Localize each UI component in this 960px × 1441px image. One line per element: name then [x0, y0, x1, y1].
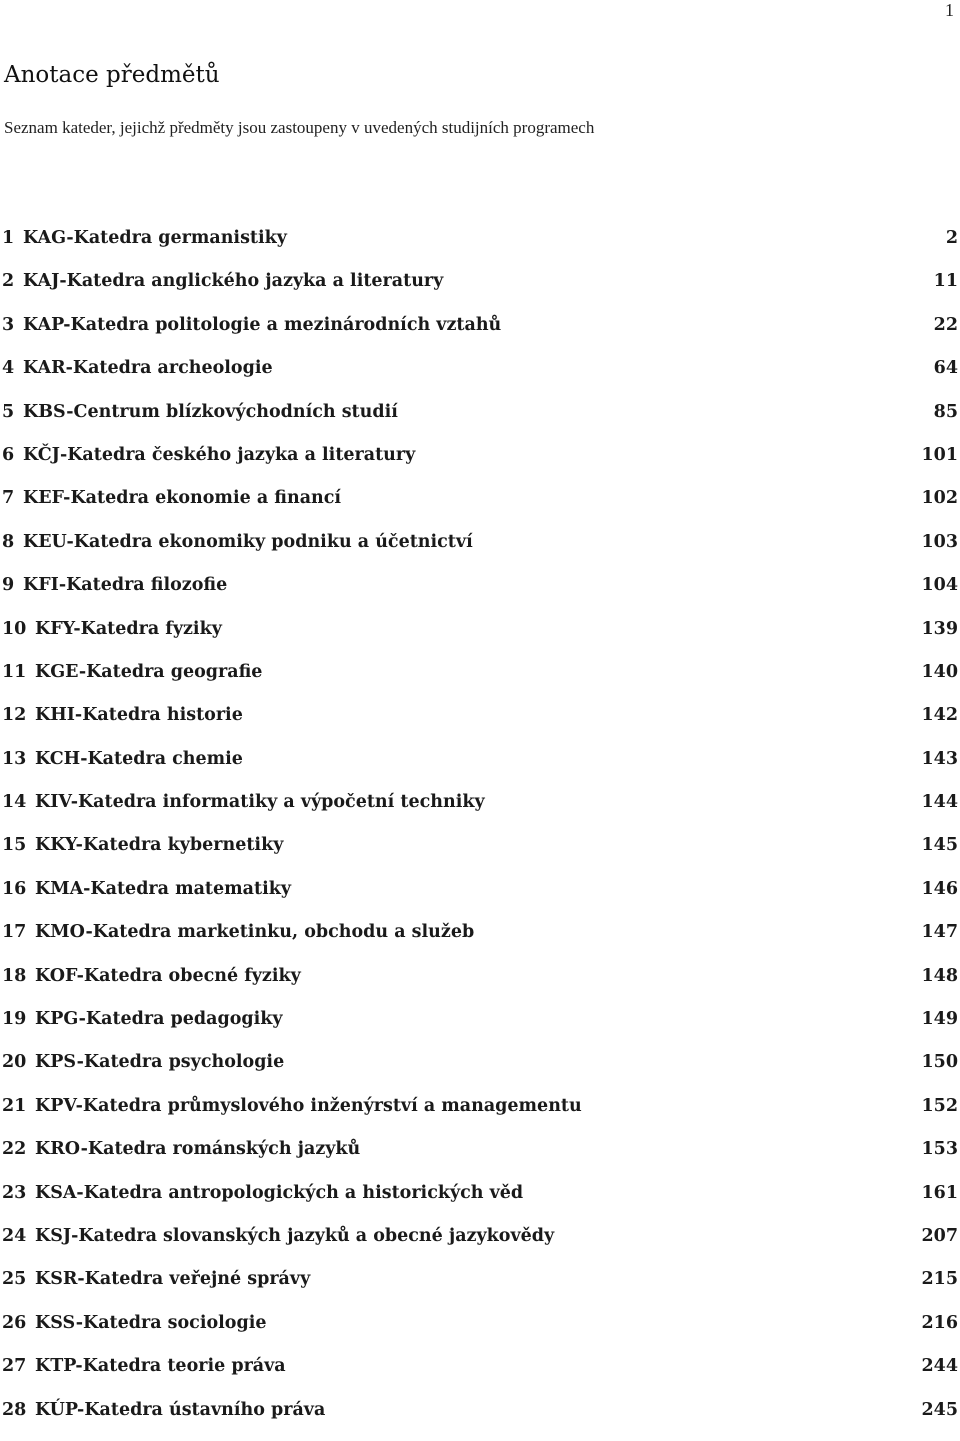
- toc-entry[interactable]: [0, 1094, 960, 1137]
- toc-entry-number: 27: [2, 1356, 27, 1377]
- toc-entry[interactable]: [0, 530, 960, 573]
- toc-entry-name: KFI-Katedra filozofie: [23, 575, 228, 596]
- toc-entry-page: 144: [921, 792, 958, 813]
- toc-entry[interactable]: [0, 486, 960, 529]
- toc-entry[interactable]: [0, 1137, 960, 1180]
- toc-entry[interactable]: [0, 1181, 960, 1224]
- toc-entry-name: KPG-Katedra pedagogiky: [35, 1009, 283, 1030]
- toc-entry-name: KMO-Katedra marketinku, obchodu a služeb: [35, 922, 475, 943]
- toc-entry-number: 3: [2, 314, 15, 335]
- toc-entry-page: 148: [921, 965, 958, 986]
- toc-entry-number: 18: [2, 965, 27, 986]
- toc-entry-page: 244: [921, 1356, 958, 1377]
- toc-entry[interactable]: [0, 964, 960, 1007]
- toc-entry-page: 140: [921, 661, 958, 682]
- toc-entry-name: KČJ-Katedra českého jazyka a literatury: [23, 444, 416, 465]
- toc-entry-page: 216: [921, 1312, 958, 1333]
- toc-entry-number: 9: [2, 575, 15, 596]
- toc-entry-page: 150: [921, 1052, 958, 1073]
- toc-entry[interactable]: [0, 790, 960, 833]
- toc-entry-name: KIV-Katedra informatiky a výpočetní techniky: [35, 792, 485, 813]
- toc-entry-number: 13: [2, 748, 27, 769]
- toc-entry[interactable]: [0, 400, 960, 443]
- toc-entry[interactable]: [0, 226, 960, 269]
- toc-entry-page: 104: [921, 575, 958, 596]
- toc-entry[interactable]: [0, 920, 960, 963]
- toc-entry[interactable]: [0, 1311, 960, 1354]
- toc-entry-name: KHI-Katedra historie: [35, 705, 243, 726]
- toc-entry-name: KSA-Katedra antropologických a historických věd: [35, 1182, 524, 1203]
- toc-entry[interactable]: [0, 617, 960, 660]
- toc-entry-page: 152: [921, 1095, 958, 1116]
- toc-entry[interactable]: [0, 833, 960, 876]
- toc-entry-number: 6: [2, 444, 15, 465]
- toc-entry-number: 14: [2, 792, 27, 813]
- toc-entry-page: 153: [921, 1139, 958, 1160]
- toc-entry-name: KCH-Katedra chemie: [35, 748, 243, 769]
- toc-entry-number: 5: [2, 401, 15, 422]
- toc-entry-number: 1: [2, 228, 15, 248]
- toc-entry-number: 2: [2, 271, 15, 292]
- toc-entry[interactable]: [0, 313, 960, 356]
- toc-entry[interactable]: [0, 1224, 960, 1267]
- toc-entry-name: KMA-Katedra matematiky: [35, 878, 292, 899]
- toc-entry-name: KEU-Katedra ekonomiky podniku a účetnictví: [23, 531, 473, 552]
- toc-entry-number: 17: [2, 922, 27, 943]
- toc-entry-name: KEF-Katedra ekonomie a financí: [23, 488, 342, 509]
- page-title: Anotace předmětů: [4, 62, 220, 88]
- toc-entry-number: 24: [2, 1225, 27, 1246]
- toc-entry-name: KAR-Katedra archeologie: [23, 358, 273, 379]
- toc-entry[interactable]: [0, 573, 960, 616]
- toc-entry-number: 8: [2, 531, 15, 552]
- toc-entry[interactable]: [0, 1267, 960, 1310]
- toc-entry-name: KAJ-Katedra anglického jazyka a literatury: [23, 271, 444, 292]
- toc-entry-page: 143: [921, 748, 958, 769]
- toc-entry[interactable]: [0, 1007, 960, 1050]
- toc-entry-page: 147: [921, 922, 958, 943]
- toc-entry[interactable]: [0, 747, 960, 790]
- toc-entry-name: KFY-Katedra fyziky: [35, 618, 222, 639]
- toc-entry[interactable]: [0, 703, 960, 746]
- toc-entry-number: 11: [2, 661, 27, 682]
- toc-entry-name: KRO-Katedra románských jazyků: [35, 1139, 361, 1160]
- toc-entry-number: 22: [2, 1139, 27, 1160]
- toc-entry-page: 101: [921, 444, 958, 465]
- toc-entry-number: 15: [2, 835, 27, 856]
- toc-entry-number: 20: [2, 1052, 27, 1073]
- toc-entry-name: KOF-Katedra obecné fyziky: [35, 965, 301, 986]
- toc-entry-page: 11: [933, 271, 958, 292]
- toc-entry-name: KAG-Katedra germanistiky: [23, 228, 287, 248]
- toc-entry-number: 23: [2, 1182, 27, 1203]
- toc-entry-name: KKY-Katedra kybernetiky: [35, 835, 284, 856]
- toc-entry-number: 19: [2, 1009, 27, 1030]
- toc-entry-page: 64: [933, 358, 958, 379]
- toc-entry-name: KPV-Katedra průmyslového inženýrství a managementu: [35, 1095, 582, 1116]
- toc-entry[interactable]: [0, 1354, 960, 1397]
- toc-entry-page: 2: [945, 228, 958, 248]
- toc-entry-page: 207: [921, 1225, 958, 1246]
- page-number: 1: [945, 0, 954, 20]
- toc-entry[interactable]: [0, 269, 960, 312]
- toc-entry-name: KGE-Katedra geografie: [35, 661, 263, 682]
- toc-entry[interactable]: [0, 1050, 960, 1093]
- toc-entry-name: KÚP-Katedra ústavního práva: [35, 1399, 326, 1420]
- toc-entry-page: 22: [933, 314, 958, 335]
- toc-entry-number: 7: [2, 488, 15, 509]
- toc-entry-page: 102: [921, 488, 958, 509]
- toc-entry-number: 16: [2, 878, 27, 899]
- toc-entry-page: 146: [921, 878, 958, 899]
- toc-entry-page: 139: [921, 618, 958, 639]
- toc-entry-number: 21: [2, 1095, 27, 1116]
- toc-entry-number: 12: [2, 705, 27, 726]
- toc-entry-page: 85: [933, 401, 958, 422]
- toc-entry[interactable]: [0, 443, 960, 486]
- toc-entry-page: 215: [921, 1269, 958, 1290]
- toc-entry-name: KBS-Centrum blízkovýchodních studií: [23, 401, 398, 422]
- toc-entry-name: KAP-Katedra politologie a mezinárodních vztahů: [23, 314, 502, 335]
- toc-entry-number: 26: [2, 1312, 27, 1333]
- toc-entry[interactable]: [0, 356, 960, 399]
- toc-entry-page: 142: [921, 705, 958, 726]
- toc-entry-page: 245: [921, 1399, 958, 1420]
- toc-entry-number: 25: [2, 1269, 27, 1290]
- toc-entry-name: KSS-Katedra sociologie: [35, 1312, 267, 1333]
- toc-entry-page: 149: [921, 1009, 958, 1030]
- toc-entry-number: 10: [2, 618, 27, 639]
- toc-entry-page: 103: [921, 531, 958, 552]
- toc-entry-number: 4: [2, 358, 15, 379]
- toc-entry[interactable]: [0, 660, 960, 703]
- toc-entry-name: KTP-Katedra teorie práva: [35, 1356, 286, 1377]
- toc-entry-page: 145: [921, 835, 958, 856]
- toc-entry-name: KSR-Katedra veřejné správy: [35, 1269, 311, 1290]
- toc-entry[interactable]: [0, 1398, 960, 1441]
- toc-entry[interactable]: [0, 877, 960, 920]
- toc-entry-page: 161: [921, 1182, 958, 1203]
- page-subtitle: Seznam kateder, jejichž předměty jsou zastoupeny v uvedených studijních programech: [4, 118, 595, 137]
- toc-entry-name: KPS-Katedra psychologie: [35, 1052, 285, 1073]
- toc-entry-number: 28: [2, 1399, 27, 1420]
- toc-entry-name: KSJ-Katedra slovanských jazyků a obecné jazykovědy: [35, 1225, 555, 1246]
- table-of-contents: [0, 226, 960, 1441]
